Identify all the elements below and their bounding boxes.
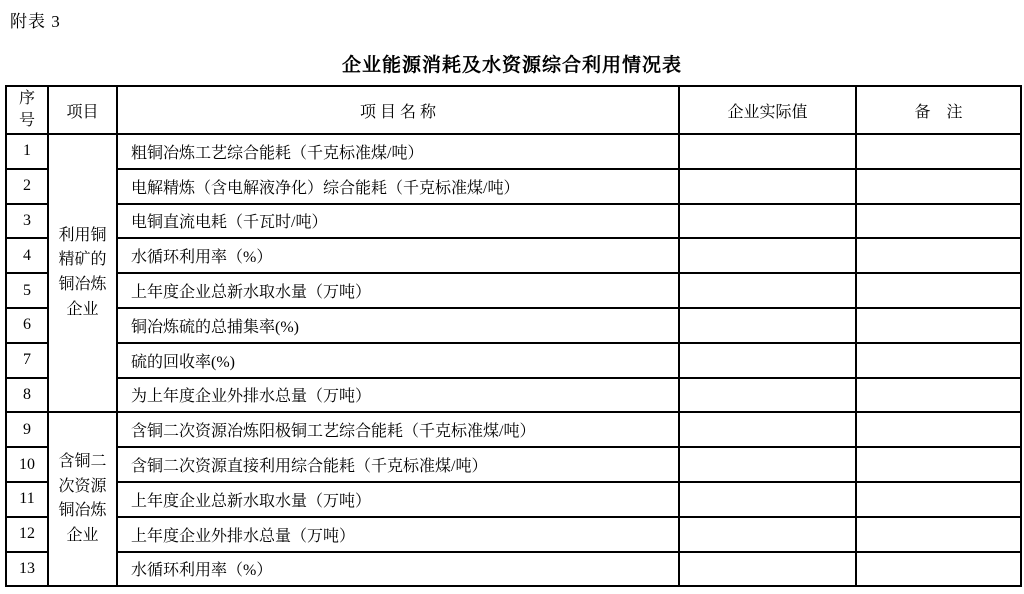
energy-water-table [5,85,1022,587]
row-seq: 4 [6,238,48,273]
item-name: 水循环利用率（%） [117,552,679,587]
header-actual-value: 企业实际值 [679,86,856,134]
group-label-copper-concentrate [48,134,117,412]
group-label-text: 利用铜精矿的铜冶炼企业 [58,226,107,318]
remark-cell [856,412,1021,447]
table-row [6,134,1021,169]
page-title: 企业能源消耗及水资源综合利用情况表 [341,55,682,76]
table-row [6,412,1021,447]
header-category: 项目 [48,86,117,134]
row-seq: 8 [6,378,48,413]
item-name: 上年度企业总新水取水量（万吨） [117,482,679,517]
item-name: 上年度企业总新水取水量（万吨） [117,273,679,308]
remark-cell [856,134,1021,169]
item-name: 为上年度企业外排水总量（万吨） [117,378,679,413]
table-row [6,517,1021,552]
row-seq: 7 [6,343,48,378]
header-item-name: 项 目 名 称 [117,86,679,134]
table-row [6,482,1021,517]
item-name: 电解精炼（含电解液净化）综合能耗（千克标准煤/吨） [117,169,679,204]
table-row [6,308,1021,343]
remark-cell [856,552,1021,587]
table-row [6,204,1021,239]
row-seq: 6 [6,308,48,343]
actual-value-cell [679,343,856,378]
item-name: 铜冶炼硫的总捕集率(%) [117,308,679,343]
actual-value-cell [679,378,856,413]
actual-value-cell [679,308,856,343]
row-seq: 10 [6,447,48,482]
table-header-row [6,86,1021,134]
actual-value-cell [679,447,856,482]
item-name: 水循环利用率（%） [117,238,679,273]
actual-value-cell [679,517,856,552]
row-seq: 12 [6,517,48,552]
actual-value-cell [679,204,856,239]
table-row [6,273,1021,308]
remark-cell [856,308,1021,343]
remark-cell [856,169,1021,204]
remark-cell [856,378,1021,413]
table-row [6,169,1021,204]
row-seq: 1 [6,134,48,169]
row-seq: 13 [6,552,48,587]
item-name: 含铜二次资源直接利用综合能耗（千克标准煤/吨） [117,447,679,482]
header-seq [6,86,48,134]
group-label-secondary-resource [48,412,117,586]
table-row [6,447,1021,482]
actual-value-cell [679,134,856,169]
remark-cell [856,343,1021,378]
remark-cell [856,204,1021,239]
actual-value-cell [679,273,856,308]
row-seq: 9 [6,412,48,447]
item-name: 硫的回收率(%) [117,343,679,378]
appendix-label: 附表 3 [10,12,61,31]
remark-cell [856,482,1021,517]
actual-value-cell [679,482,856,517]
actual-value-cell [679,238,856,273]
row-seq: 5 [6,273,48,308]
header-seq-label: 序号 [18,90,35,129]
table-row [6,343,1021,378]
actual-value-cell [679,552,856,587]
actual-value-cell [679,412,856,447]
table-row [6,238,1021,273]
remark-cell [856,238,1021,273]
remark-cell [856,447,1021,482]
item-name: 上年度企业外排水总量（万吨） [117,517,679,552]
table-row [6,552,1021,587]
row-seq: 3 [6,204,48,239]
item-name: 含铜二次资源冶炼阳极铜工艺综合能耗（千克标准煤/吨） [117,412,679,447]
table-row [6,378,1021,413]
row-seq: 11 [6,482,48,517]
item-name: 电铜直流电耗（千瓦时/吨） [117,204,679,239]
group-label-text: 含铜二次资源铜冶炼企业 [58,452,107,545]
remark-cell [856,273,1021,308]
remark-cell [856,517,1021,552]
actual-value-cell [679,169,856,204]
header-remark: 备 注 [856,86,1021,134]
row-seq: 2 [6,169,48,204]
item-name: 粗铜冶炼工艺综合能耗（千克标准煤/吨） [117,134,679,169]
